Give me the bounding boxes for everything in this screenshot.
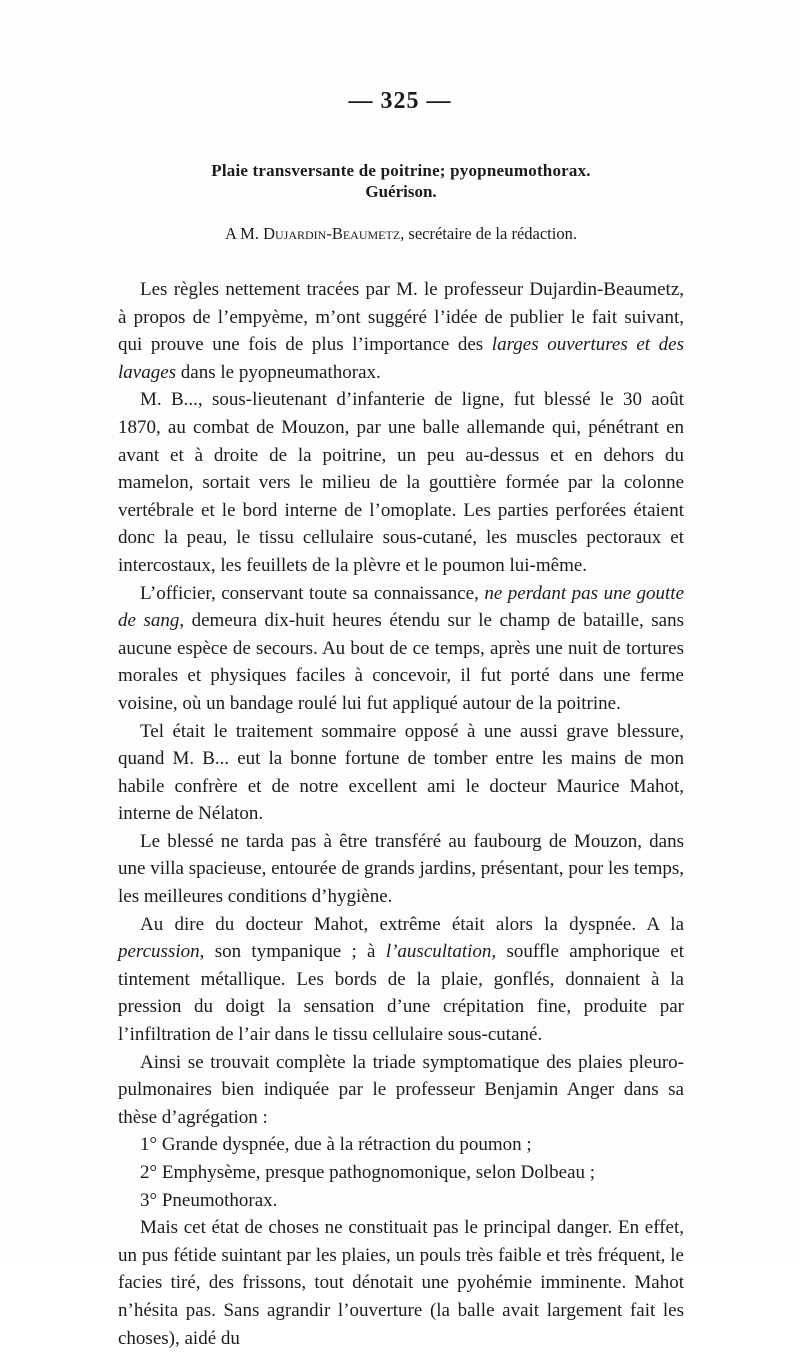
paragraph-3 xyxy=(118,580,684,718)
paragraph-1-text-a: Les règles nettement tracées par M. le professeur Dujardin-Beaumetz, à propos de l’empyème, m’ont suggéré l’idée de publier le fait suivant, qui prouve une fois de plus l’importance des xyxy=(118,279,684,356)
paragraph-2: M. B..., sous-lieutenant d’infanterie de ligne, fut blessé le 30 août 1870, au combat de Mouzon, par une balle allemande qui, pénétrant en avant et à droite de la poitrine, un peu au-dessus et en dehors du mamelon, sortait vers le milieu de la gouttière formée par la colonne vertébrale et le bord interne de l’omoplate. Les parties perforées étaient donc la peau, le tissu cellulaire sous-cutané, les muscles pectoraux et intercostaux, les feuillets de la plèvre et le poumon lui-même. xyxy=(118,389,684,576)
paragraph-1 xyxy=(118,276,684,386)
paragraph-3-text-a: L’officier, conservant toute sa connaissance, xyxy=(140,582,485,604)
dedication-name: Dujardin-Beaumetz xyxy=(263,224,401,243)
article-title-line-1: Plaie transversante de poitrine; pyopneumothorax. xyxy=(211,161,591,180)
dedication-suffix: , secrétaire de la rédaction. xyxy=(400,224,577,243)
page-number: — 325 — xyxy=(348,88,452,114)
paragraph-1-emphasis: larges ouvertures et des lavages xyxy=(118,334,684,383)
list-item-2: 2° Emphysème, presque pathognomonique, selon Dolbeau ; xyxy=(140,1162,596,1183)
paragraph-3-emphasis: ne perdant pas une goutte de sang xyxy=(118,582,684,632)
dedication-prefix: A M. xyxy=(225,224,264,243)
paragraph-6-text-a: Au dire du docteur Mahot, extrême était alors la dyspnée. A la xyxy=(140,913,684,935)
article-title-line-2: Guérison. xyxy=(365,182,437,201)
paragraph-3-text-b: , demeura dix-huit heures étendu sur le champ de bataille, sans aucune espèce de secours. Au bout de ce temps, après une nuit de tortures morales et physiques faciles à concevoir, il fut porté dans une ferme voisine, où un bandage roulé lui fut appliqué autour de la poitrine. xyxy=(118,610,685,714)
article-title xyxy=(118,160,684,202)
paragraph-5: Le blessé ne tarda pas à être transféré au faubourg de Mouzon, dans une villa spacieuse, entourée de grands jardins, présentant, pour les temps, les meilleures conditions d’hygiène. xyxy=(118,830,684,908)
paragraph-6-text-c: , souffle amphorique et tintement métallique. Les bords de la plaie, gonflés, donnaient à la pression du doigt la sensation d’une crépitation fine, produite par l’infiltration de l’air dans le tissu cellulaire sous-cutané. xyxy=(118,941,684,1046)
paragraph-6-text-b: , son tympanique ; à xyxy=(199,941,386,963)
paragraph-4: Tel était le traitement sommaire opposé à une aussi grave blessure, quand M. B... eut la bonne fortune de tomber entre les mains de mon habile confrère et de notre excellent ami le docteur Maurice Mahot, interne de Nélaton. xyxy=(118,720,684,825)
paragraph-6-emphasis-2: l’auscultation xyxy=(385,941,492,963)
paragraph-6 xyxy=(118,911,684,1049)
paragraph-1-text-b: dans le pyopneumathorax. xyxy=(176,361,381,383)
paragraph-6-emphasis-1: percussion xyxy=(118,941,200,963)
paragraph-7: Ainsi se trouvait complète la triade symptomatique des plaies pleuro-pulmonaires bien indiquée par le professeur Benjamin Anger dans sa thèse d’agrégation : xyxy=(118,1051,684,1128)
dedication-line xyxy=(118,224,684,244)
article-body xyxy=(118,276,684,1352)
list-item-3: 3° Pneumothorax. xyxy=(140,1189,278,1211)
paragraph-8: Mais cet état de choses ne constituait pas le principal danger. En effet, un pus fétide suintant par les plaies, un pouls très faible et très fréquent, le facies tiré, des frissons, tout dénotait une pyohémie imminente. Mahot n’hésita pas. Sans agrandir l’ouverture (la balle avait largement fait les choses), aidé du xyxy=(118,1217,684,1349)
list-item-1: 1° Grande dyspnée, due à la rétraction du poumon ; xyxy=(140,1134,532,1156)
